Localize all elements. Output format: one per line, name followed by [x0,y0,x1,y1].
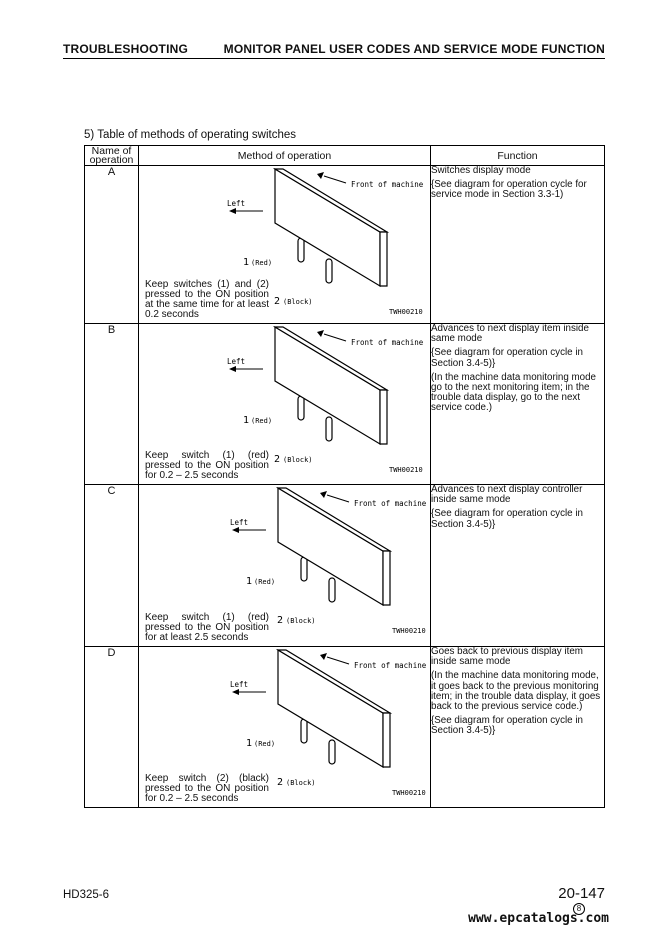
label-switch-1: 1 [246,738,253,749]
label-red: (Red) [251,417,273,425]
figure-code: TWH00210 [392,789,426,797]
col-name-of-operation: Name of operation [85,146,139,166]
table-header-row [85,146,605,166]
switch-1-stem [301,719,307,743]
switch-operation-table [84,145,605,808]
front-arrow-head [320,653,327,660]
function-text: (In the machine data monitoring mode go to the next monitoring item; in the trouble data display, go to the next service code.) [431,371,597,414]
function-text: {See diagram for operation cycle in Section 3.4-5)} [431,347,583,369]
function-cell [431,166,605,324]
watermark: www.epcatalogs.com [468,911,609,926]
table-row [85,647,605,808]
operation-letter: D [85,647,139,808]
header-chapter-title: MONITOR PANEL USER CODES AND SERVICE MODE FUNCTION [223,42,605,56]
function-text: {See diagram for operation cycle in Section 3.4-5)} [431,715,583,737]
switch-panel-side [383,551,390,605]
method-cell [139,166,431,324]
revision-mark: 8 [573,903,585,915]
label-black: (Block) [286,617,316,625]
footer-model: HD325-6 [63,889,110,901]
front-arrow-shaft [327,495,349,502]
function-cell [431,324,605,485]
figure-code: TWH00210 [389,466,423,474]
label-switch-2: 2 [277,615,284,626]
figure-code: TWH00210 [389,308,423,316]
label-switch-1: 1 [246,576,253,587]
label-front-of-machine: Front of machine [351,180,424,189]
left-arrow-head [232,689,239,695]
function-cell [431,647,605,808]
function-cell [431,485,605,647]
switch-2-stem [326,417,332,441]
switch-panel-side [380,232,387,286]
function-text: {See diagram for operation cycle in Section 3.4-5)} [431,508,583,530]
operation-letter: A [85,166,139,324]
method-cell [139,485,431,647]
switch-2-stem [329,740,335,764]
front-arrow-head [317,330,324,337]
label-front-of-machine: Front of machine [351,338,424,347]
label-switch-1: 1 [243,415,250,426]
operation-instruction: Keep switches (1) and (2) pressed to the ON position at the same time for at least 0.2 seconds [145,279,269,320]
function-text: Advances to next display controller inside same mode [431,484,583,506]
front-arrow-shaft [324,334,346,341]
label-front-of-machine: Front of machine [354,499,427,508]
label-switch-2: 2 [274,454,281,465]
table-row [85,324,605,485]
front-arrow-shaft [327,657,349,664]
label-switch-1: 1 [243,257,250,268]
front-arrow-head [320,491,327,498]
label-switch-2: 2 [274,296,281,307]
col-method-of-operation: Method of operation [139,146,431,166]
function-text: Switches display mode [431,165,531,176]
label-front-of-machine: Front of machine [354,661,427,670]
label-left: Left [230,680,249,689]
left-arrow-head [229,208,236,214]
label-red: (Red) [254,740,276,748]
operation-instruction: Keep switch (2) (black) pressed to the ON position for 0.2 – 2.5 seconds [145,773,269,804]
switch-2-stem [326,259,332,283]
table-row [85,166,605,324]
switch-1-stem [298,396,304,420]
operation-instruction: Keep switch (1) (red) pressed to the ON position for at least 2.5 seconds [145,612,269,643]
function-text: Advances to next display item inside same mode [431,323,589,345]
operation-instruction: Keep switch (1) (red) pressed to the ON position for 0.2 – 2.5 seconds [145,450,269,481]
label-left: Left [230,518,249,527]
label-black: (Block) [283,298,313,306]
function-text: Goes back to previous display item inside same mode [431,646,583,668]
header-rule [63,58,605,59]
switch-panel-side [380,390,387,444]
method-cell [139,324,431,485]
switch-2-stem [329,578,335,602]
label-red: (Red) [251,259,273,267]
front-arrow-head [317,172,324,179]
operation-letter: B [85,324,139,485]
figure-code: TWH00210 [392,627,426,635]
function-text: (In the machine data monitoring mode, it goes back to the previous monitoring item; in the trouble data display, it goes back to the previous service code.) [431,670,601,713]
switch-panel-side [383,713,390,767]
label-switch-2: 2 [277,777,284,788]
label-black: (Block) [283,456,313,464]
method-cell [139,647,431,808]
function-text: {See diagram for operation cycle for service mode in Section 3.3-1) [431,179,587,201]
table-row [85,485,605,647]
footer-page-number: 20-147 [558,885,605,902]
label-left: Left [227,199,246,208]
switch-1-stem [301,557,307,581]
switch-1-stem [298,238,304,262]
operation-letter: C [85,485,139,647]
header-section-title: TROUBLESHOOTING [63,42,188,56]
left-arrow-head [232,527,239,533]
label-left: Left [227,357,246,366]
front-arrow-shaft [324,176,346,183]
label-red: (Red) [254,578,276,586]
col-function: Function [431,146,605,166]
left-arrow-head [229,366,236,372]
table-body [85,166,605,808]
table-caption: 5) Table of methods of operating switches [84,129,297,141]
label-black: (Block) [286,779,316,787]
